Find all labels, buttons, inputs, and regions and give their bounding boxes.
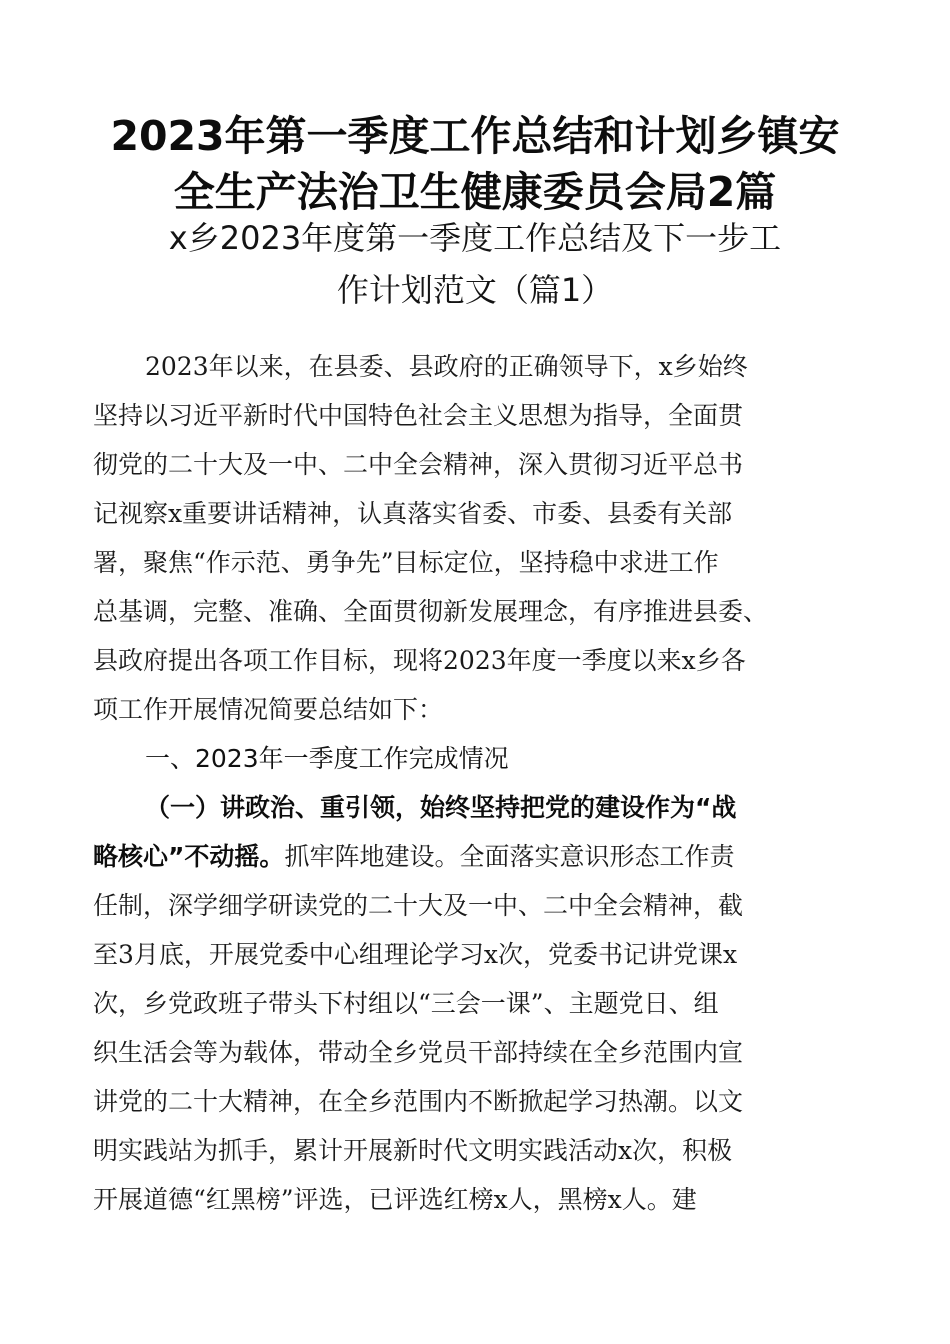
document-title [70,108,880,220]
document-title-line-2: 全生产法治卫生健康委员会局2篇 [173,168,777,216]
article-subtitle-line-2: 作计划范文（篇1） [336,271,614,309]
paragraph-line: 次，乡党政班子带头下村组以“三会一课”、主题党日、组 [93,989,719,1018]
paragraph-line: 开展道德“红黑榜”评选，已评选红榜x人，黑榜x人。建 [93,1185,697,1214]
intro-line: 署，聚焦“作示范、勇争先”目标定位，坚持稳中求进工作 [93,548,719,577]
paragraph-line: 织生活会等为载体，带动全乡党员干部持续在全乡范围内宣 [93,1038,744,1067]
section-heading: 一、2023年一季度工作完成情况 [145,744,509,773]
article-subtitle-line-1: x乡2023年度第一季度工作总结及下一步工 [168,219,782,257]
intro-line: 县政府提出各项工作目标，现将2023年度一季度以来x乡各 [93,646,746,675]
paragraph-line: 讲党的二十大精神，在全乡范围内不断掀起学习热潮。以文 [93,1087,744,1116]
intro-line: 2023年以来，在县委、县政府的正确领导下，x乡始终 [145,352,748,381]
intro-line: 彻党的二十大及一中、二中全会精神，深入贯彻习近平总书 [93,450,744,479]
paragraph-line [93,832,855,881]
paragraph-lead-bold: （一）讲政治、重引领，始终坚持把党的建设作为“战 [145,793,737,822]
intro-line: 记视察x重要讲话精神，认真落实省委、市委、县委有关部 [93,499,733,528]
intro-line: 坚持以习近平新时代中国特色社会主义思想为指导，全面贯 [93,401,744,430]
article-subtitle [70,212,880,316]
paragraph-line: 明实践站为抓手，累计开展新时代文明实践活动x次，积极 [93,1136,733,1165]
intro-line: 项工作开展情况简要总结如下： [93,695,444,724]
paragraph-line: 任制，深学细学研读党的二十大及一中、二中全会精神，截 [93,891,744,920]
paragraph-line-rest: 抓牢阵地建设。全面落实意识形态工作责 [284,842,735,871]
intro-line: 总基调，完整、准确、全面贯彻新发展理念，有序推进县委、 [93,597,769,626]
document-title-line-1: 2023年第一季度工作总结和计划乡镇安 [110,112,840,160]
document-body [93,342,855,1224]
paragraph-line: 至3月底，开展党委中心组理论学习x次，党委书记讲党课x [93,940,738,969]
paragraph-lead-bold-tail: 略核心”不动摇。 [93,842,285,871]
